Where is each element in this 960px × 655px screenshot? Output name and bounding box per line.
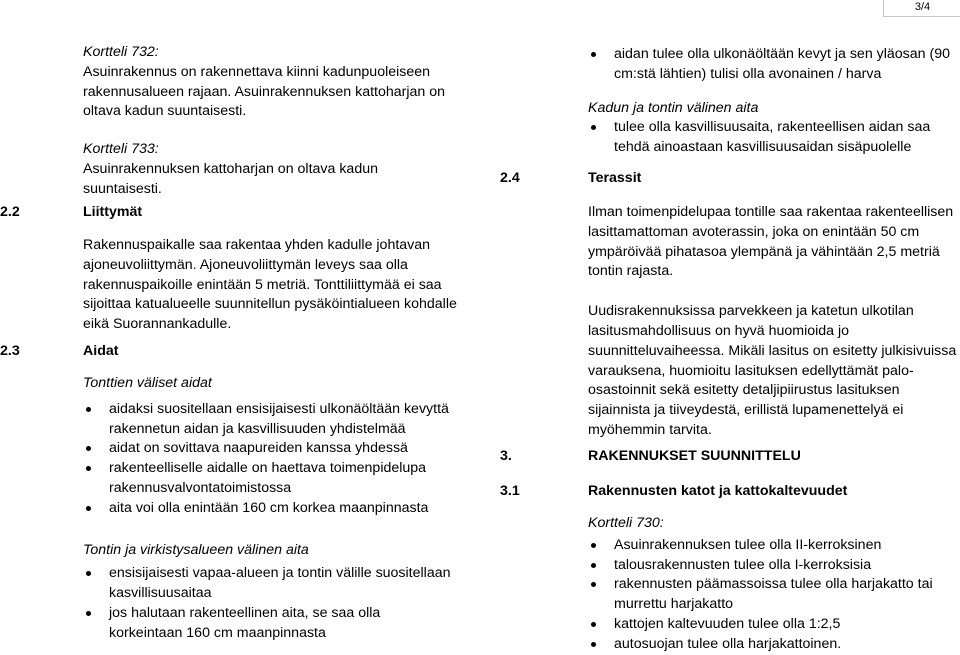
section-3-number: 3.	[500, 448, 512, 464]
list-item: aidaksi suositellaan ensisijaisesti ulkonäöltään kevyttä rakennetun aidan ja kasvillisuuden yhdistelmää	[83, 400, 457, 440]
left-column	[83, 43, 457, 200]
section-2-2-number: 2.2	[0, 204, 20, 220]
section-2-3-title: Aidat	[83, 343, 119, 359]
list-item: jos halutaan rakenteellinen aita, se saa olla korkeintaan 160 cm maanpinnasta	[83, 604, 457, 644]
fences-between-list	[83, 400, 457, 519]
block-732-text: Asuinrakennus on rakennettava kiinni kadunpuoleiseen rakennusalueen rajaan. Asuinrakennuksen kattoharjan on oltava kadun suuntaisesti.	[83, 63, 446, 120]
list-item: talousrakennusten tulee olla I-kerroksisia	[588, 556, 960, 576]
section-2-2-body	[83, 236, 457, 335]
section-2-3-body	[83, 374, 457, 644]
block-733-heading: Kortteli 733:	[83, 141, 159, 158]
page-number: 3/4	[883, 0, 960, 17]
section-2-2-title: Liittymät	[83, 204, 143, 220]
list-item: aita voi olla enintään 160 cm korkea maanpinnasta	[83, 499, 457, 519]
right-column-top	[588, 45, 960, 158]
list-item: aidan tulee olla ulkonäöltään kevyt ja sen yläosan (90 cm:stä lähtien) tulisi olla avonainen / harva	[588, 45, 960, 85]
list-item: autosuojan tulee olla harjakattoinen.	[588, 635, 960, 655]
street-fence-list	[588, 118, 960, 158]
section-2-2-text: Rakennuspaikalle saa rakentaa yhden kadulle johtavan ajoneuvoliittymän. Ajoneuvoliittymän leveys saa olla rakennuspaikoille enintään 5 metriä. Tonttiliittymää ei saa sijoittaa katualueelle suunnitellun pysäköintialueen kohdalle eikä Suorannankadulle.	[83, 237, 457, 333]
section-2-3-number: 2.3	[0, 343, 20, 359]
section-3-1-body	[588, 514, 960, 655]
section-3-1-number: 3.1	[500, 483, 520, 499]
section-3-1-title: Rakennusten katot ja kattokaltevuudet	[588, 483, 848, 499]
fence-top-list	[588, 45, 960, 85]
list-item: aidat on sovittava naapureiden kanssa yhdessä	[83, 439, 457, 459]
block-733-text: Asuinrakennuksen kattoharjan on oltava kadun suuntaisesti.	[83, 160, 378, 197]
section-2-4-paragraph-1: Ilman toimenpidelupaa tontille saa rakentaa rakenteellisen lasittamattoman avoterassin, joka on enintään 50 cm ympäröivää pihatasoa ylempänä ja vähintään 2,5 metriä tontin rajasta.	[588, 204, 954, 280]
list-item: rakenteelliselle aidalle on haettava toimenpidelupa rakennusvalvontatoimistossa	[83, 459, 457, 499]
list-item: ensisijaisesti vapaa-alueen ja tontin välille suositellaan kasvillisuusaitaa	[83, 564, 457, 604]
section-2-4-paragraph-2: Uudisrakennuksissa parvekkeen ja katetun ulkotilan lasitusmahdollisuus on hyvä huomioida jo suunnitteluvaiheessa. Mikäli lasitus on esitetty julkisivuissa varauksena, huomioitu lasituksen edellyttämät palo-osastoinnit sekä esitetty detaljipiirustus lasituksen sijainnista ja tiiveydestä, erillistä lupamenettelyä ei myöhemmin tarvita.	[588, 303, 957, 438]
fences-between-heading: Tonttien väliset aidat	[83, 375, 212, 391]
street-fence-heading: Kadun ja tontin välinen aita	[588, 99, 759, 116]
block-730-heading: Kortteli 730:	[588, 515, 664, 531]
list-item: rakennusten päämassoissa tulee olla harjakatto tai murrettu harjakatto	[588, 575, 960, 615]
section-2-4-title: Terassit	[588, 170, 642, 186]
section-2-4-body	[588, 203, 960, 441]
fences-recreation-list	[83, 564, 457, 643]
block-732-heading: Kortteli 732:	[83, 44, 159, 60]
list-item: kattojen kaltevuuden tulee olla 1:2,5	[588, 615, 960, 635]
block-730-list	[588, 536, 960, 655]
section-2-4-number: 2.4	[500, 170, 520, 186]
section-3-title: RAKENNUKSET SUUNNITTELU	[588, 448, 801, 464]
list-item: Asuinrakennuksen tulee olla II-kerroksinen	[588, 536, 960, 556]
list-item: tulee olla kasvillisuusaita, rakenteellisen aidan saa tehdä ainoastaan kasvillisuusaidan sisäpuolelle	[588, 118, 960, 158]
fences-recreation-heading: Tontin ja virkistysalueen välinen aita	[83, 541, 309, 558]
